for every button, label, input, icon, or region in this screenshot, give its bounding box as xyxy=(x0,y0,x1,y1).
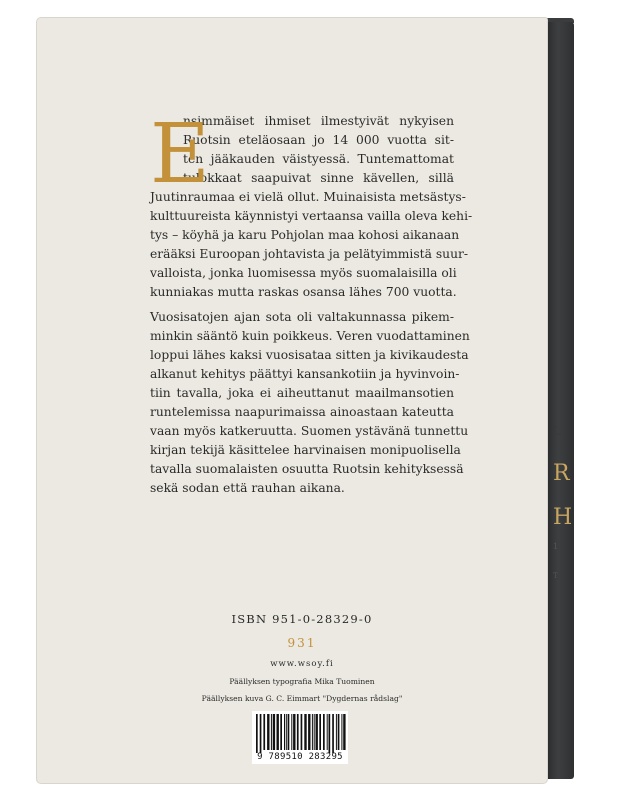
barcode-bar xyxy=(271,714,272,750)
barcode-bar xyxy=(291,714,292,750)
barcode-bar xyxy=(263,714,265,750)
barcode-bar xyxy=(273,714,275,750)
barcode-bar xyxy=(336,714,337,750)
barcode-bar xyxy=(280,714,282,750)
barcode-bar xyxy=(343,714,345,750)
barcode-bar xyxy=(319,714,321,750)
blurb-line: kunniakas mutta raskas osansa lähes 700 vuotta. xyxy=(150,285,457,299)
blurb-line: Vuosisatojen ajan sota oli valtakunnassa pikem- xyxy=(150,310,454,324)
barcode-bar xyxy=(332,714,334,753)
blurb-line: tavalla suomalaisten osuutta Ruotsin kehityksessä xyxy=(150,462,464,476)
drop-cap: E xyxy=(150,107,210,202)
blurb-line: sekä sodan että rauhan aikana. xyxy=(150,481,345,495)
barcode-bar xyxy=(267,714,269,750)
blurb-line: runtelemissa naapurimaissa ainoastaan kateutta xyxy=(150,405,454,419)
blurb-paragraph-2 xyxy=(150,308,470,498)
back-cover-blurb xyxy=(150,107,473,498)
barcode-bar xyxy=(323,714,325,750)
blurb-line: erääksi Euroopan johtavista ja pelätyimmistä suur- xyxy=(150,247,469,261)
blurb-line: vaan myös katkeruutta. Suomen ystävänä tunnettu xyxy=(150,424,469,438)
barcode-number: 9 789510 283295 xyxy=(257,752,343,762)
cover-image-credit: Päällyksen kuva G. C. Eimmart "Dygdernas rådslag" xyxy=(201,694,403,703)
blurb-line: tiin tavalla, joka ei aiheuttanut maailmansotien xyxy=(150,386,454,400)
blurb-line: minkin sääntö kuin poikkeus. Veren vuodattaminen xyxy=(150,329,470,343)
blurb-line: alkanut kehitys päättyi kansankotiin ja hyvinvoin- xyxy=(150,367,460,381)
barcode-bar xyxy=(314,714,315,750)
blurb-line: tulokkaat saapuivat sinne kävellen, sillä xyxy=(183,171,454,185)
book-spine-edge xyxy=(547,22,574,779)
barcode-bars xyxy=(254,713,346,753)
barcode-bar xyxy=(329,714,331,753)
publisher-website: www.wsoy.fi xyxy=(270,659,334,669)
blurb-line: valloista, jonka luomisessa myös suomalaisilla oli xyxy=(150,266,457,280)
barcode-bar xyxy=(312,714,313,750)
barcode xyxy=(252,711,348,764)
spine-letter-r: R xyxy=(553,461,570,486)
blurb-line: loppui lähes kaksi vuosisataa sitten ja kivikaudesta xyxy=(150,348,469,362)
barcode-bar xyxy=(286,714,287,750)
spine-small-text-2: T xyxy=(553,572,560,580)
barcode-bar xyxy=(338,714,340,750)
barcode-bar xyxy=(284,714,285,750)
barcode-bar xyxy=(341,714,342,750)
isbn-number: ISBN 951-0-28329-0 xyxy=(231,612,373,626)
product-code: 931 xyxy=(287,636,317,650)
blurb-line: kirjan tekijä käsittelee harvinaisen monipuolisella xyxy=(150,443,461,457)
spine-text-peek xyxy=(553,424,573,615)
barcode-bar xyxy=(308,714,310,750)
barcode-bar xyxy=(293,714,295,750)
barcode-bar xyxy=(304,714,306,750)
blurb-line: Juutinraumaa ei vielä ollut. Muinaisista metsästys- xyxy=(150,190,466,204)
blurb-line: nsimmäiset ihmiset ilmestyivät nykyisen xyxy=(183,114,454,128)
barcode-bar xyxy=(256,714,258,753)
blurb-line: Ruotsin eteläosaan jo 14 000 vuotta sit- xyxy=(183,133,454,147)
blurb-line: kulttuureista käynnistyi vertaansa vailla oleva kehi- xyxy=(150,209,473,223)
barcode-bar xyxy=(260,714,262,753)
barcode-bar xyxy=(301,714,303,750)
spine-letter-h: H xyxy=(553,505,573,530)
blurb-line: ten jääkauden väistyessä. Tuntemattomat xyxy=(183,152,454,166)
barcode-bar xyxy=(316,714,318,750)
spine-letter-l: L xyxy=(553,424,563,438)
cover-typography-credit: Päällyksen typografia Mika Tuominen xyxy=(229,677,375,686)
blurb-line: tys – köyhä ja karu Pohjolan maa kohosi aikanaan xyxy=(150,228,460,242)
spine-small-text-1: 1 xyxy=(553,542,561,551)
barcode-bar xyxy=(277,714,279,750)
barcode-bar xyxy=(288,714,290,750)
barcode-bar xyxy=(327,714,328,750)
barcode-bar xyxy=(297,714,299,750)
